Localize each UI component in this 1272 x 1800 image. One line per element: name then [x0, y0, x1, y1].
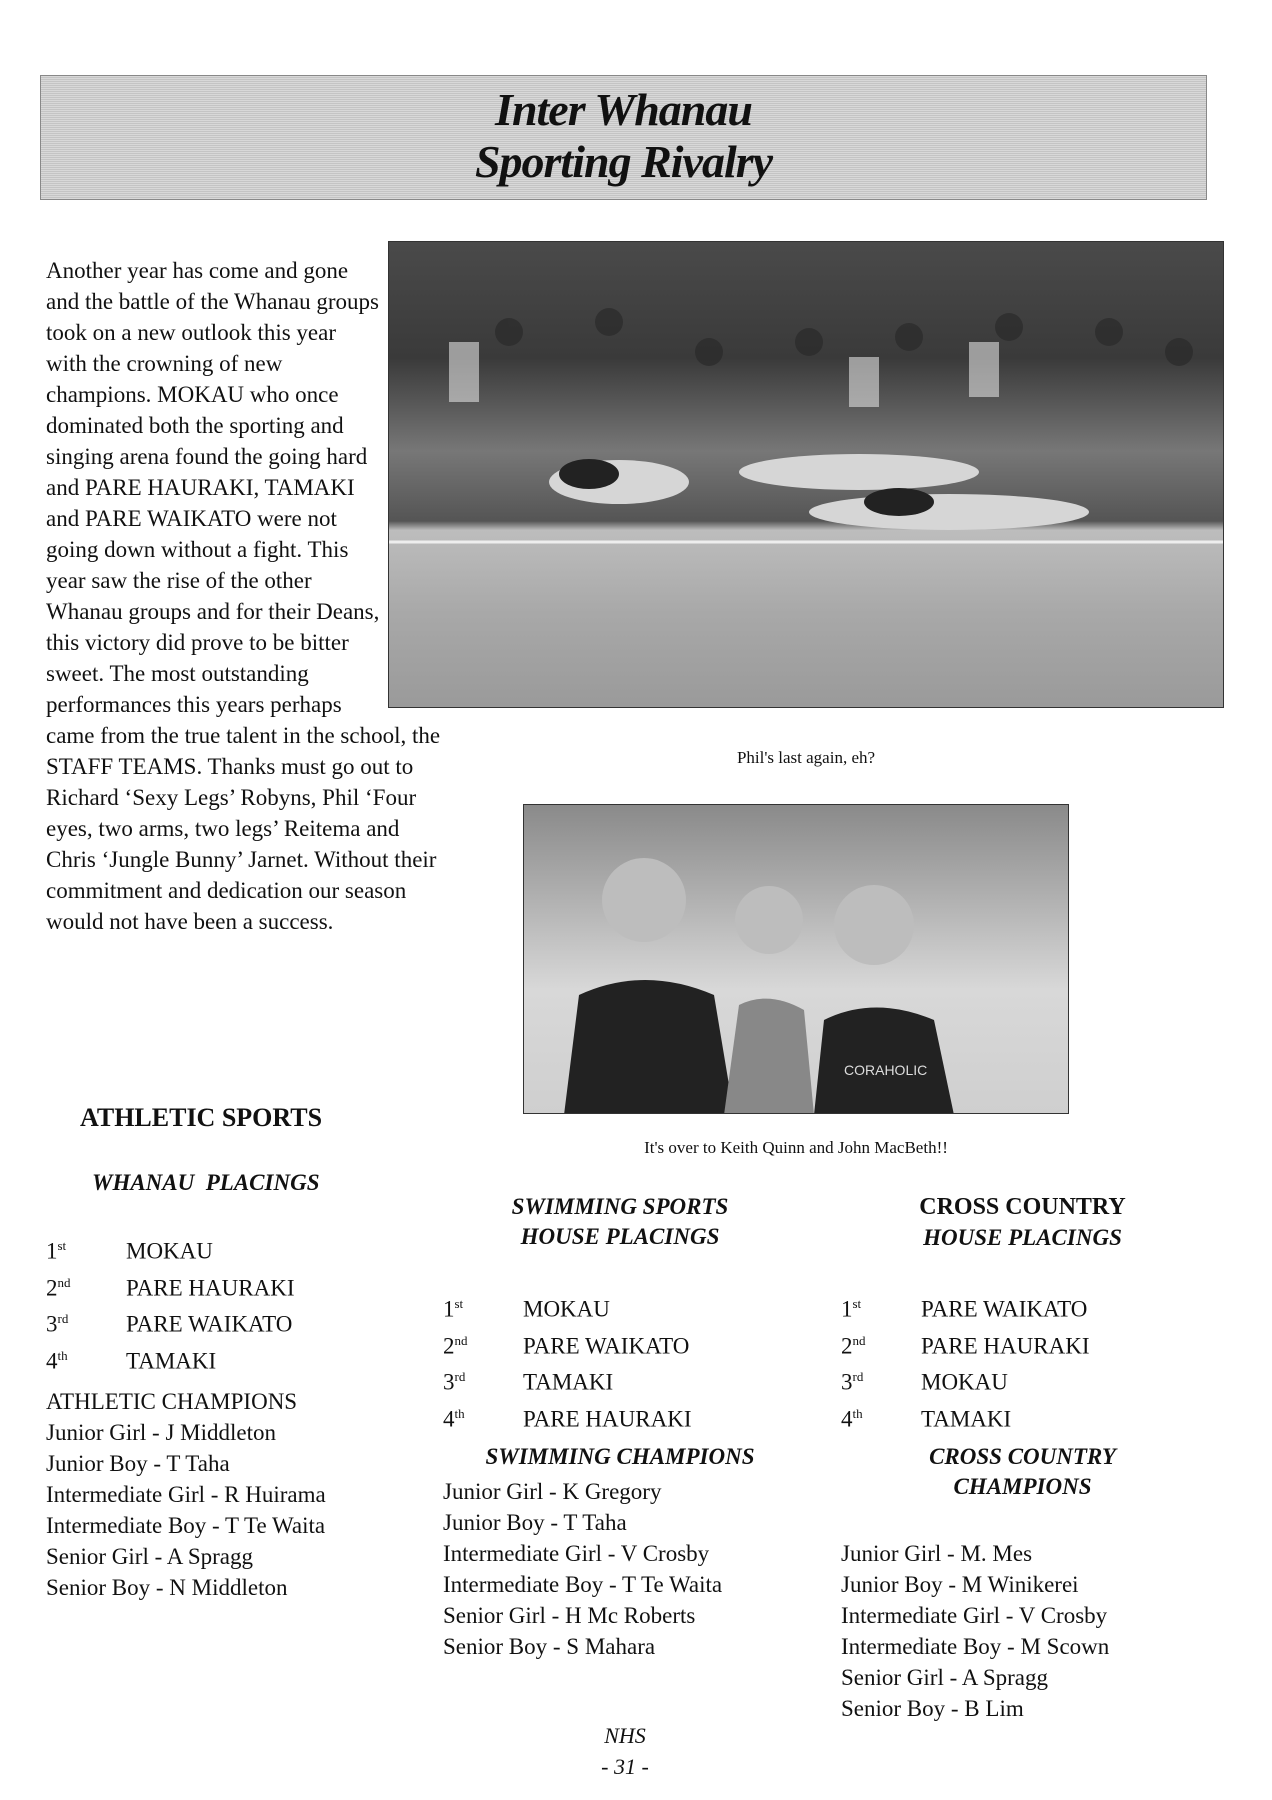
- champion-row: Junior Girl - K Gregory: [443, 1479, 662, 1504]
- champion-row: Intermediate Boy - T Te Waita: [443, 1572, 723, 1597]
- placing-rank: [443, 1398, 523, 1435]
- placing-rank: [443, 1361, 523, 1398]
- athletic-sports-heading: ATHLETIC SPORTS: [80, 1103, 323, 1132]
- placing-team: PARE HAURAKI: [921, 1333, 1090, 1359]
- athletic-champions-list: [46, 1417, 326, 1603]
- placing-rank: [443, 1325, 523, 1362]
- champion-row: Senior Boy - B Lim: [841, 1696, 1024, 1721]
- cross-placings-list: [841, 1288, 1089, 1435]
- placing-team: PARE WAIKATO: [921, 1296, 1088, 1322]
- placing-team: PARE WAIKATO: [523, 1333, 690, 1359]
- page-title: [41, 84, 1206, 188]
- placing-row: [443, 1288, 691, 1325]
- swimmers-portrait-photo: [523, 804, 1069, 1114]
- placing-team: PARE HAURAKI: [523, 1406, 692, 1432]
- rank-suffix: th: [57, 1347, 68, 1363]
- placing-row: [841, 1288, 1089, 1325]
- champion-row: Senior Boy - N Middleton: [46, 1575, 288, 1600]
- whanau-placings-heading: WHANAU PLACINGS: [92, 1170, 320, 1195]
- rank-suffix: nd: [852, 1332, 866, 1348]
- three-boys-illustration: [524, 805, 1069, 1114]
- placing-rank: [841, 1361, 921, 1398]
- rank-suffix: st: [454, 1296, 464, 1311]
- rank-suffix: nd: [454, 1332, 468, 1348]
- photo-1-caption: Phil's last again, eh?: [736, 748, 876, 767]
- rank-suffix: th: [852, 1405, 863, 1421]
- athletic-champions-heading: ATHLETIC CHAMPIONS: [46, 1389, 298, 1414]
- champion-row: Junior Boy - T Taha: [46, 1451, 230, 1476]
- rank-number: 2: [841, 1333, 853, 1359]
- placing-team: MOKAU: [921, 1369, 1008, 1395]
- placing-rank: [841, 1288, 921, 1325]
- publication-name: NHS: [604, 1723, 646, 1748]
- placing-row: [841, 1325, 1089, 1362]
- rank-suffix: st: [57, 1238, 67, 1253]
- rank-number: 4: [46, 1348, 58, 1374]
- cross-champions-heading-line-2: CHAMPIONS: [953, 1474, 1092, 1499]
- intro-article: [46, 255, 441, 937]
- placing-rank: [46, 1230, 126, 1267]
- title-line-1: Inter Whanau: [495, 84, 752, 135]
- rank-suffix: rd: [57, 1311, 69, 1327]
- intro-paragraph: Another year has come and gone and the battle of the Whanau groups took on a new outlook this year with the crowning of new champions. MOKAU who once dominated both the sporting and singing arena found the going hard and PARE HAURAKI, TAMAKI and PARE WAIKATO were not going down without a fight. This year saw the rise of the other Whanau groups and for their Deans, this victory did prove to be bitter sweet. The most outstanding performances this years perhaps came from the true talent in the school, the STAFF TEAMS. Thanks must go out to Richard ‘Sexy Legs’ Robyns, Phil ‘Four eyes, two arms, two legs’ Reitema and Chris ‘Jungle Bunny’ Jarnet. Without their commitment and dedication our season would not have been a success.: [46, 258, 441, 934]
- placing-rank: [46, 1340, 126, 1377]
- page-number: - 31 -: [601, 1754, 649, 1779]
- swimming-champions-heading: SWIMMING CHAMPIONS: [485, 1444, 755, 1469]
- champion-row: Intermediate Girl - V Crosby: [443, 1541, 710, 1566]
- placing-rank: [841, 1398, 921, 1435]
- champion-row: Senior Girl - A Spragg: [841, 1665, 1048, 1690]
- placing-rank: [841, 1325, 921, 1362]
- cross-champions-heading-line-1: CROSS COUNTRY: [929, 1444, 1116, 1469]
- rank-number: 1: [841, 1296, 853, 1322]
- placing-row: [46, 1230, 294, 1267]
- rank-number: 2: [46, 1275, 58, 1301]
- rank-suffix: rd: [454, 1369, 466, 1385]
- swimmers-diving-illustration: [389, 242, 1224, 708]
- placing-row: [443, 1325, 691, 1362]
- champion-row: Intermediate Boy - T Te Waita: [46, 1513, 326, 1538]
- rank-number: 3: [46, 1311, 58, 1337]
- champion-row: Intermediate Girl - V Crosby: [841, 1603, 1108, 1628]
- champion-row: Junior Girl - M. Mes: [841, 1541, 1033, 1566]
- placing-team: TAMAKI: [921, 1406, 1012, 1432]
- rank-number: 3: [841, 1369, 853, 1395]
- champion-row: Senior Boy - S Mahara: [443, 1634, 656, 1659]
- photo-2-caption: It's over to Keith Quinn and John MacBeth!!: [644, 1138, 948, 1157]
- placing-team: MOKAU: [523, 1296, 610, 1322]
- champion-row: Intermediate Girl - R Huirama: [46, 1482, 326, 1507]
- title-line-2: Sporting Rivalry: [474, 136, 773, 187]
- placing-row: [46, 1303, 294, 1340]
- cross-country-heading: [840, 1194, 1205, 1251]
- swimming-heading: [430, 1194, 810, 1250]
- placing-team: TAMAKI: [523, 1369, 614, 1395]
- cross-champions-list: [841, 1538, 1109, 1724]
- champion-row: Junior Boy - T Taha: [443, 1510, 627, 1535]
- swimming-heading-line-1: SWIMMING SPORTS: [511, 1194, 729, 1219]
- swimming-heading-line-2: HOUSE PLACINGS: [520, 1224, 720, 1249]
- rank-number: 3: [443, 1369, 455, 1395]
- swimming-placings-list: [443, 1288, 691, 1435]
- placing-row: [443, 1361, 691, 1398]
- champion-row: Junior Boy - M Winikerei: [841, 1572, 1079, 1597]
- shirt-text: CORAHOLIC: [844, 1062, 928, 1078]
- placing-row: [46, 1340, 294, 1377]
- placing-row: [841, 1398, 1089, 1435]
- footer: [525, 1720, 725, 1782]
- placing-rank: [46, 1267, 126, 1304]
- placing-team: PARE WAIKATO: [126, 1311, 293, 1337]
- cross-heading-line-2: HOUSE PLACINGS: [923, 1225, 1122, 1250]
- athletic-placings-list: [46, 1230, 294, 1377]
- champion-row: Junior Girl - J Middleton: [46, 1420, 276, 1445]
- placing-team: TAMAKI: [126, 1348, 217, 1374]
- champion-row: Senior Girl - H Mc Roberts: [443, 1603, 696, 1628]
- placing-row: [443, 1398, 691, 1435]
- rank-number: 2: [443, 1333, 455, 1359]
- placing-row: [841, 1361, 1089, 1398]
- placing-rank: [443, 1288, 523, 1325]
- placing-rank: [46, 1303, 126, 1340]
- placing-team: PARE HAURAKI: [126, 1275, 295, 1301]
- rank-number: 1: [443, 1296, 455, 1322]
- rank-number: 4: [443, 1406, 455, 1432]
- rank-suffix: nd: [57, 1274, 71, 1290]
- cross-champions-heading: [840, 1444, 1205, 1500]
- swimming-race-photo: [388, 241, 1224, 708]
- rank-suffix: st: [852, 1296, 862, 1311]
- placing-row: [46, 1267, 294, 1304]
- rank-suffix: rd: [852, 1369, 864, 1385]
- title-banner: [40, 75, 1207, 200]
- swimming-champions-list: [443, 1476, 722, 1662]
- champion-row: Senior Girl - A Spragg: [46, 1544, 253, 1569]
- rank-suffix: th: [454, 1405, 465, 1421]
- rank-number: 4: [841, 1406, 853, 1432]
- placing-team: MOKAU: [126, 1238, 213, 1264]
- rank-number: 1: [46, 1238, 58, 1264]
- cross-heading-line-1: CROSS COUNTRY: [919, 1194, 1126, 1220]
- champion-row: Intermediate Boy - M Scown: [841, 1634, 1110, 1659]
